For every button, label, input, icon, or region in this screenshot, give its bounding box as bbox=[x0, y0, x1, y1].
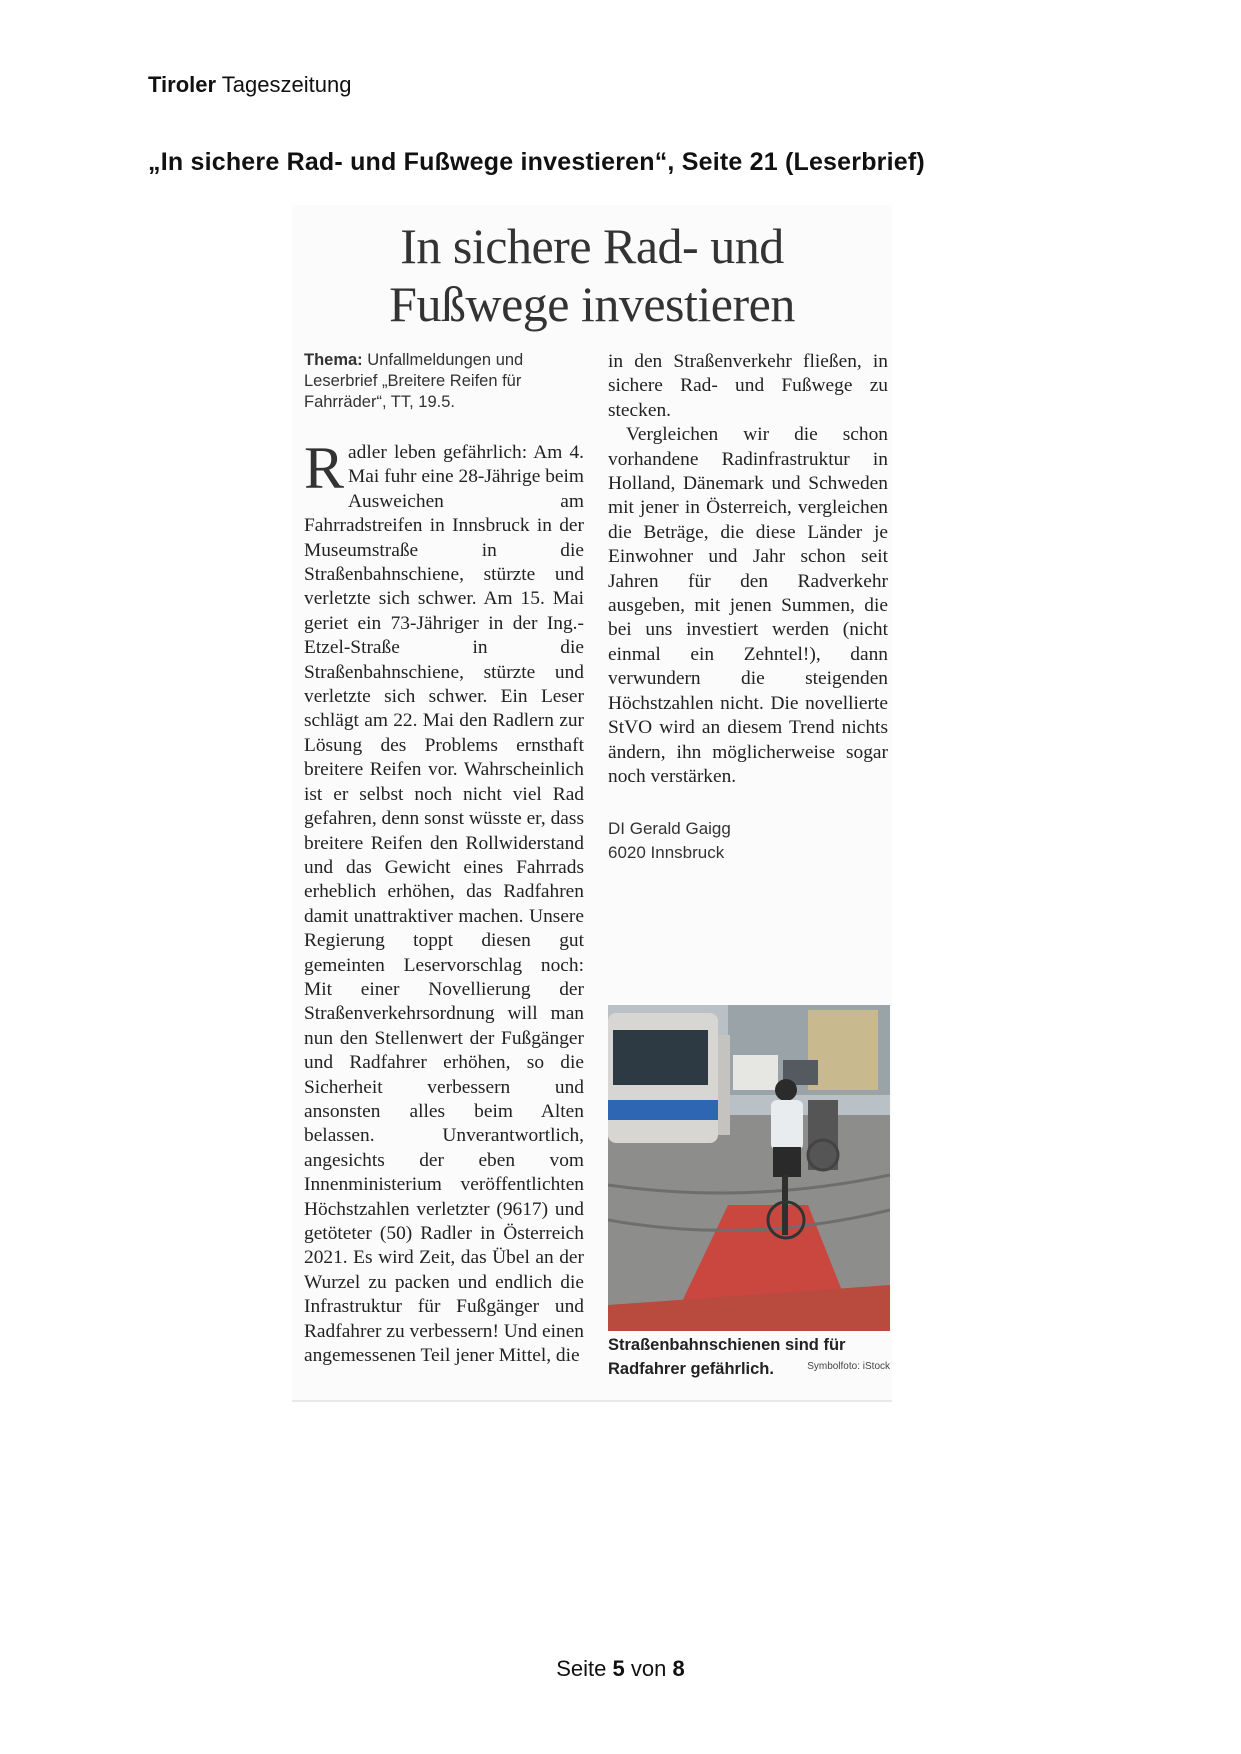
article-column-left bbox=[304, 350, 584, 1368]
footer-middle: von bbox=[630, 1656, 667, 1681]
publication-name-rest: Tageszeitung bbox=[221, 72, 352, 97]
topic-label: Thema: bbox=[304, 351, 363, 369]
footer-page-number: 5 bbox=[612, 1656, 625, 1681]
drop-cap: R bbox=[304, 435, 345, 501]
publication-name-bold: Tiroler bbox=[148, 72, 217, 97]
author-name: DI Gerald Gaigg bbox=[608, 819, 731, 839]
clip-heading: „In sichere Rad- und Fußwege investieren“, Seite 21 (Leserbrief) bbox=[148, 148, 925, 176]
photo-caption-text: Straßenbahnschienen sind für Radfahrer gefährlich. bbox=[608, 1336, 846, 1378]
paragraph-1-part-2: in den Straßenverkehr fließen, in sichere Rad- und Fußwege zu stecken. bbox=[608, 351, 888, 421]
cyclist-tram-photo bbox=[608, 1005, 890, 1331]
article-column-right bbox=[608, 350, 888, 865]
author-signature bbox=[608, 817, 888, 865]
footer-page-total: 8 bbox=[672, 1656, 685, 1681]
footer-prefix: Seite bbox=[556, 1656, 607, 1681]
article-headline bbox=[292, 217, 892, 333]
newspaper-clipping bbox=[292, 205, 892, 1402]
photo-credit: Symbolfoto: iStock bbox=[807, 1361, 890, 1372]
headline-line-1: In sichere Rad- und bbox=[400, 218, 784, 274]
article-body-left bbox=[304, 435, 584, 1368]
topic-text: Unfallmeldungen und Leserbrief „Breitere Reifen für Fahrräder“, TT, 19.5. bbox=[304, 351, 524, 411]
page-footer bbox=[0, 1656, 1241, 1682]
paragraph-1-part-1: adler leben gefährlich: Am 4. Mai fuhr eine 28-Jährige beim Ausweichen am Fahrradstreifen in Innsbruck in der Museumstraße in die Straßenbahnschiene, stürzte und verletzte sich schwer. Am 15. Mai geriet ein 73-Jähriger in der Ing.-Etzel-Straße in die Straßenbahnschiene, stürzte und verletzte sich schwer. Ein Leser schlägt am 22. Mai den Radlern zur Lösung des Problems ernsthaft breitere Reifen vor. Wahrscheinlich ist er selbst noch nicht viel Rad gefahren, denn sonst wüsste er, dass breitere Reifen den Rollwiderstand und das Gewicht eines Fahrrads erheblich erhöhen, das Radfahren damit unattraktiver machen. Unsere Regierung toppt diesen gut gemeinten Leservorschlag noch: Mit einer Novellierung der Straßenverkehrsordnung will man nun den Stellenwert der Fußgänger und Radfahrer erhöhen, so die Sicherheit verbessern und ansonsten alles beim Alten belassen. Unverantwortlich, angesichts der eben vom Innenministerium veröffentlichten Höchstzahlen verletzter (9617) und getöteter (50) Radler in Österreich 2021. Es wird Zeit, das Übel an der Wurzel zu packen und endlich die Infrastruktur für Fußgänger und Radfahrer zu verbessern! Und einen angemessenen Teil jener Mittel, die bbox=[304, 442, 584, 1367]
article-photo bbox=[608, 1005, 890, 1331]
article-topic bbox=[304, 350, 584, 413]
publication-name bbox=[148, 72, 351, 98]
paragraph-2: Vergleichen wir die schon vorhandene Radinfrastruktur in Holland, Dänemark und Schweden mit jener in Österreich, vergleichen die Beträge, die diese Länder je Einwohner und Jahr schon seit Jahren für den Radverkehr ausgeben, mit jenen Summen, die bei uns investiert werden (nicht einmal ein Zehntel!), dann verwundern die steigenden Höchstzahlen nicht. Die novellierte StVO wird an diesem Trend nichts ändern, ihn möglicherweise sogar noch verstärken. bbox=[608, 424, 888, 787]
author-city: 6020 Innsbruck bbox=[608, 843, 725, 863]
photo-caption bbox=[608, 1333, 890, 1381]
headline-line-2: Fußwege investieren bbox=[389, 276, 795, 332]
article-body-right bbox=[608, 350, 888, 789]
